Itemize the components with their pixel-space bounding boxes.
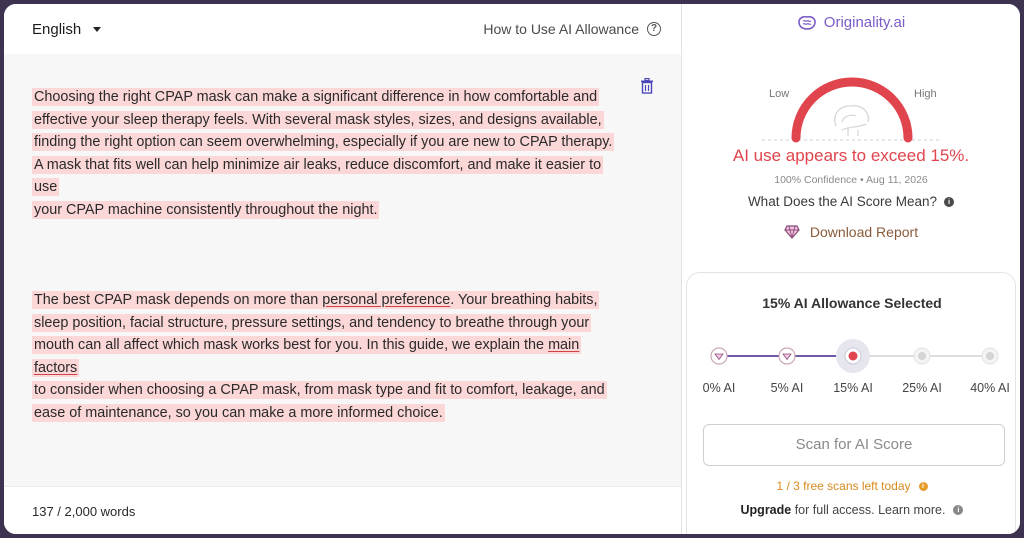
info-icon[interactable]: i — [919, 482, 928, 491]
download-label: Download Report — [809, 224, 919, 240]
allowance-title: 15% AI Allowance Selected — [762, 295, 942, 311]
slider-stop-dot — [918, 352, 926, 360]
upgrade-text: for full access. Learn more. — [794, 503, 946, 517]
text-line: A mask that fits well can help minimize air leaks, reduce discomfort, and make it easier to use — [34, 156, 602, 195]
upgrade-notice[interactable] — [687, 503, 1017, 517]
word-count: 137 / 2,000 words — [32, 504, 136, 519]
text-segment: The best CPAP mask depends on more than — [34, 292, 323, 308]
download-report-button[interactable] — [682, 224, 1020, 240]
text-editor[interactable] — [4, 54, 681, 486]
slider-option-2[interactable]: 15% AI — [833, 381, 873, 395]
ai-highlight — [32, 88, 614, 219]
editor-pane — [4, 4, 681, 534]
how-to-label: How to Use AI Allowance — [483, 21, 639, 37]
suggestion-link[interactable]: main factors — [34, 337, 580, 376]
text-line: ease of maintenance, so you can make a more informed choice. — [34, 404, 443, 421]
result-meta: 100% Confidence • Aug 11, 2026 — [774, 174, 928, 186]
slider-option-3[interactable]: 25% AI — [902, 381, 942, 395]
allowance-card — [686, 272, 1016, 534]
editor-footer — [4, 486, 681, 534]
upgrade-link[interactable]: Upgrade — [740, 503, 792, 517]
info-icon[interactable]: i — [953, 505, 963, 515]
text-segment: mouth can all affect which mask works best for you. In this guide, we explain the — [34, 337, 549, 353]
results-pane — [682, 4, 1020, 534]
result-headline: AI use appears to exceed 15%. — [732, 146, 970, 165]
brand-logo[interactable] — [682, 14, 1020, 31]
ai-score-gauge — [762, 66, 942, 146]
slider-option-1[interactable]: 5% AI — [770, 381, 804, 395]
paragraph-2 — [32, 289, 622, 424]
language-label: English — [32, 21, 82, 38]
app-window — [4, 4, 1020, 534]
gauge-high-label: High — [914, 88, 937, 100]
gauge-low-label: Low — [769, 88, 790, 100]
text-line: finding the right option can seem overwhelming, especially if you are new to CPAP therapy. — [34, 134, 613, 150]
text-line: sleep position, facial structure, pressure settings, and tendency to breathe through your — [34, 314, 590, 331]
score-meaning-label: What Does the AI Score Mean? — [747, 194, 938, 209]
scan-button[interactable]: Scan for AI Score — [703, 424, 1005, 466]
brain-icon — [797, 15, 817, 31]
text-line: to consider when choosing a CPAP mask, from mask type and fit to comfort, leakage, and — [34, 382, 605, 398]
slider-option-0[interactable]: 0% AI — [702, 381, 736, 395]
free-scans-label: 1 / 3 free scans left today — [776, 479, 911, 493]
diamond-icon — [784, 225, 800, 239]
brand-name: Originality.ai — [823, 14, 906, 31]
paragraph-1 — [32, 86, 622, 221]
language-select[interactable] — [32, 21, 101, 38]
suggestion-link[interactable]: personal preference — [322, 292, 451, 308]
caret-down-icon — [93, 27, 101, 32]
free-scans-notice — [687, 479, 1017, 493]
allowance-slider[interactable] — [687, 333, 1017, 413]
text-line: Choosing the right CPAP mask can make a significant difference in how comfortable and — [34, 89, 598, 105]
text-line: effective your sleep therapy feels. With several mask styles, sizes, and designs available, — [34, 111, 602, 128]
ai-highlight — [32, 291, 607, 422]
help-icon: ? — [647, 22, 661, 36]
score-meaning-link[interactable] — [682, 194, 1020, 209]
text-segment: . Your breathing habits, — [450, 292, 598, 308]
editor-toolbar — [4, 4, 681, 54]
how-to-link[interactable] — [483, 21, 661, 37]
text-line: your CPAP machine consistently throughout the night. — [34, 201, 378, 218]
slider-option-4[interactable]: 40% AI — [970, 381, 1010, 395]
trash-icon[interactable] — [640, 78, 654, 94]
slider-thumb-dot — [849, 352, 858, 361]
slider-stop-dot — [986, 352, 994, 360]
info-icon[interactable]: i — [944, 197, 954, 207]
